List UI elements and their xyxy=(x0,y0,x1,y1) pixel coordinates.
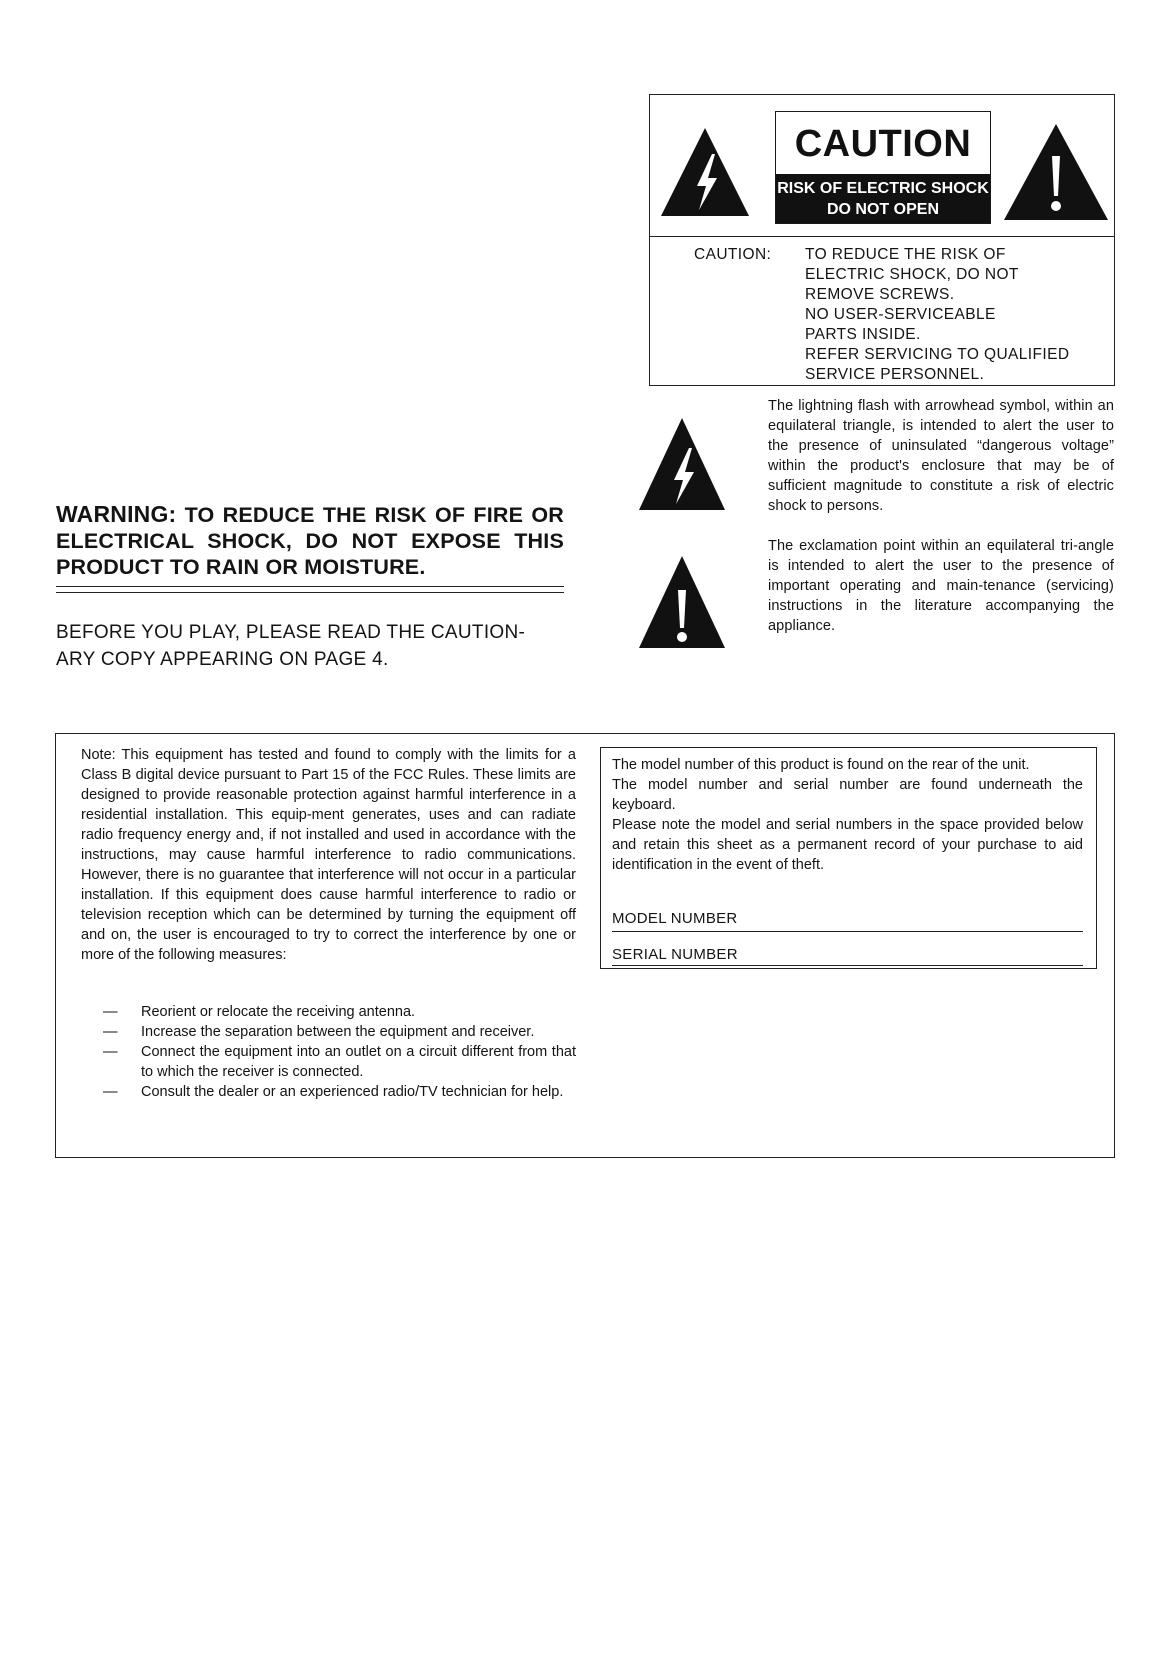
serial-number-label: SERIAL NUMBER xyxy=(612,946,738,963)
dash-bullet: — xyxy=(103,1044,118,1060)
fcc-measures-list xyxy=(81,1002,576,1102)
caution-notice-line: ELECTRIC SHOCK, DO NOT xyxy=(805,266,1019,283)
warning-lead: WARNING: xyxy=(56,501,177,527)
fcc-note: Note: This equipment has tested and found to comply with the limits for a Class B digital device pursuant to Part 15 of the FCC Rules. These limits are designed to provide reasonable protection against harmful interference in a residential installation. This equip-ment generates, uses and can radiate radio frequency energy and, if not installed and used in accordance with the instructions, may cause harmful interference to radio communications. However, there is no guarantee that interference will not occur in a particular installation. If this equipment does cause harmful interference to radio or television reception which can be determined by turning the equipment off and on, the user is encouraged to try to correct the interference by one or more of the following measures: xyxy=(81,747,576,963)
caution-notice-line: TO REDUCE THE RISK OF xyxy=(805,246,1006,263)
model-info-text xyxy=(612,755,1083,875)
caution-notice-line: REFER SERVICING TO QUALIFIED xyxy=(805,346,1070,363)
caution-subtitle-line: DO NOT OPEN xyxy=(826,201,939,218)
dash-bullet: — xyxy=(103,1024,118,1040)
caution-graphic xyxy=(650,95,1114,237)
caution-notice-line: REMOVE SCREWS. xyxy=(805,286,955,303)
exclamation-warning-icon xyxy=(1002,122,1110,222)
caution-panel xyxy=(649,94,1115,386)
list-item xyxy=(81,1022,576,1042)
fcc-compliance-panel xyxy=(55,733,1115,1158)
model-serial-panel xyxy=(600,747,1097,969)
list-item xyxy=(81,1042,576,1082)
model-number-line[interactable] xyxy=(612,931,1083,932)
warning-divider xyxy=(56,586,564,587)
warning-divider xyxy=(56,592,564,593)
dash-bullet: — xyxy=(103,1084,118,1100)
list-item xyxy=(81,1002,576,1022)
before-play-line: BEFORE YOU PLAY, PLEASE READ THE CAUTION- xyxy=(56,622,526,643)
measure-text: Consult the dealer or an experienced radio/TV technician for help. xyxy=(141,1084,564,1100)
caution-notice-line: PARTS INSIDE. xyxy=(805,326,921,343)
lightning-warning-icon xyxy=(637,416,727,512)
serial-number-line[interactable] xyxy=(612,965,1083,966)
caution-notice-lines xyxy=(805,245,1105,385)
caution-notice-line: NO USER-SERVICEABLE xyxy=(805,306,996,323)
caution-subtitle-line: RISK OF ELECTRIC SHOCK xyxy=(777,180,989,197)
exclamation-symbol-explanation: The exclamation point within an equilateral tri-angle is intended to alert the user to the presence of important operating and main-tenance (servicing) instructions in the literature accompanying the appliance. xyxy=(768,538,1114,634)
caution-subtitle xyxy=(776,174,990,223)
dash-bullet: — xyxy=(103,1004,118,1020)
model-info-paragraph: The model number and serial number are found underneath the keyboard. xyxy=(612,777,1083,813)
exclamation-warning-icon xyxy=(637,554,727,650)
before-play-line: ARY COPY APPEARING ON PAGE 4. xyxy=(56,649,389,670)
model-info-paragraph: Please note the model and serial numbers in the space provided below and retain this sheet as a permanent record of your purchase to aid identification in the event of theft. xyxy=(612,817,1083,873)
lightning-warning-icon xyxy=(659,126,751,218)
measure-text: Connect the equipment into an outlet on a circuit different from that to which the receiver is connected. xyxy=(141,1044,576,1080)
warning-body: TO REDUCE THE RISK OF FIRE OR ELECTRICAL SHOCK, DO NOT EXPOSE THIS PRODUCT TO RAIN OR MOISTURE. xyxy=(56,503,564,579)
caution-title: CAUTION xyxy=(794,122,972,165)
list-item xyxy=(81,1082,576,1102)
measure-text: Reorient or relocate the receiving antenna. xyxy=(141,1004,416,1020)
model-info-paragraph: The model number of this product is found on the rear of the unit. xyxy=(612,757,1030,773)
lightning-symbol-explanation: The lightning flash with arrowhead symbol, within an equilateral triangle, is intended to alert the user to the presence of uninsulated “dangerous voltage” within the product's enclosure that may be of sufficient magnitude to constitute a risk of electric shock to persons. xyxy=(768,398,1114,514)
before-play-notice xyxy=(56,619,576,673)
warning-statement xyxy=(56,501,564,580)
caution-notice-line: SERVICE PERSONNEL. xyxy=(805,366,985,383)
measure-text: Increase the separation between the equipment and receiver. xyxy=(141,1024,535,1040)
caution-notice-label: CAUTION: xyxy=(694,246,772,263)
caution-label xyxy=(775,111,991,224)
model-number-label: MODEL NUMBER xyxy=(612,910,738,927)
